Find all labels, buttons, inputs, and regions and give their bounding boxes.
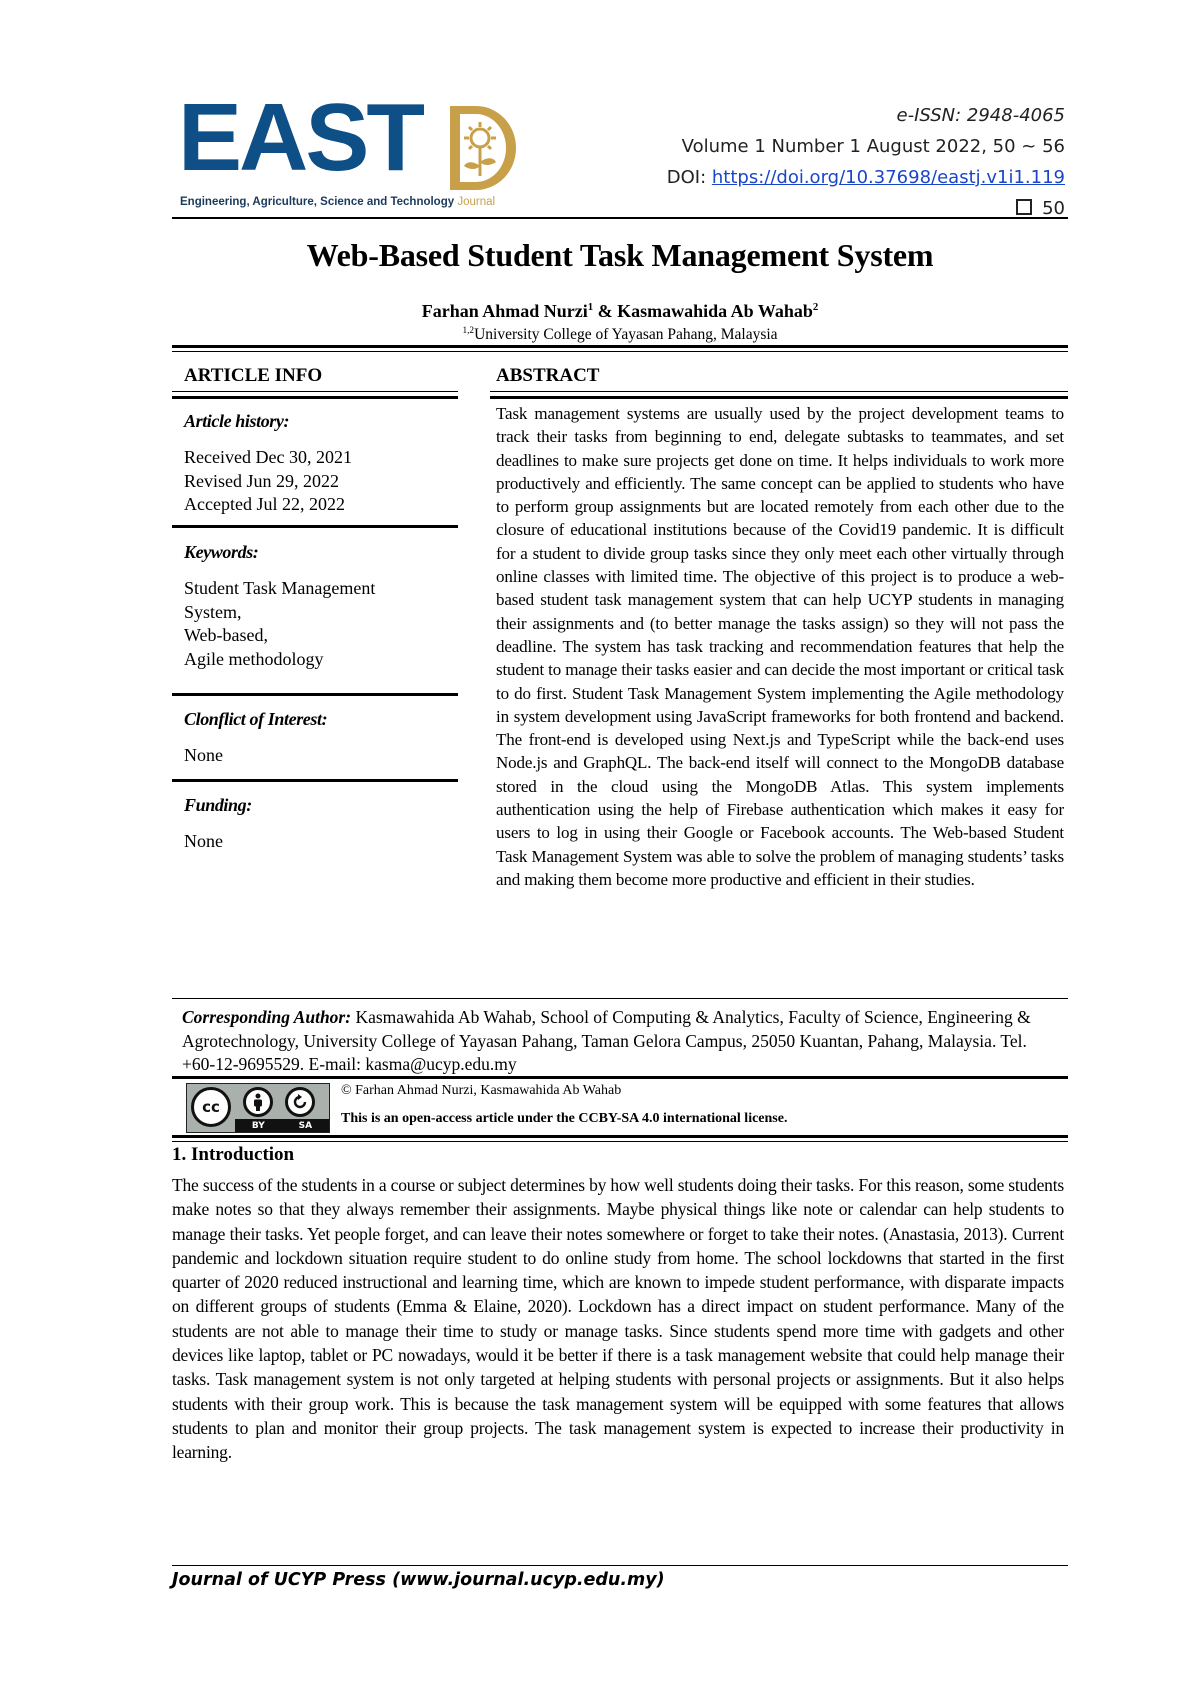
rule [172, 396, 458, 399]
keyword: System, [184, 601, 242, 622]
rule [490, 391, 1068, 392]
rule [172, 693, 458, 696]
doi-link[interactable]: https://doi.org/10.37698/eastj.v1i1.119 [711, 167, 1065, 188]
logo-text: EAST [178, 84, 423, 191]
funding-value: None [184, 831, 223, 851]
affiliation: $^{1,2}$University College of Yayasan Pahang, Malaysia [462, 325, 778, 343]
rule [172, 351, 1068, 352]
rule [172, 345, 1068, 348]
issn: e-ISSN: 2948-4065 [896, 105, 1065, 126]
article-history [184, 446, 352, 517]
page-number-line [667, 193, 1065, 224]
keyword: Agile methodology [184, 648, 324, 669]
section-heading: 1. Introduction [172, 1144, 295, 1165]
author-line: Farhan Ahmad Nurzi$^1$ & Kasmawahida Ab Wahab$^2$ [421, 301, 819, 321]
received-date: Received Dec 30, 2021 [184, 447, 352, 467]
keyword: Student Task Management [184, 578, 376, 598]
page-box-icon [1016, 199, 1032, 215]
rule [172, 1076, 1068, 1079]
cc-icon: cc [191, 1087, 231, 1127]
abstract-heading: ABSTRACT [496, 365, 600, 386]
rule [172, 525, 458, 528]
keyword: Web-based, [184, 625, 269, 645]
logo-tagline: Engineering, Agriculture, Science and Technology Journal [180, 196, 496, 208]
rule [172, 998, 1068, 999]
journal-footer: Journal of UCYP Press (www.journal.ucyp.edu.my) [172, 1570, 665, 1590]
abstract-text: Task management systems are usually used by the project development teams to track their tasks from beginning to end, delegate subtasks to teammates, and set deadlines to make sure projects get done on time. It helps individuals to work more productively and efficiently. The same concept can be applied to students who have to perform group assignments but are located remotely from each other due to the closure of educational institutions because of the Covid19 pandemic. It is difficult for a student to divide group tasks since they only meet each other virtually through online classes with limited time. The objective of this project is to produce a web-based student task management system that can help UCYP students in managing their assignments and (to better manage the tasks assign) so they will not pass the deadline. The system has task tracking and recommendation features that help the student to manage their tasks easier and can decide the most important or critical task to do first. Student Task Management System implementing the Agile methodology in system development using JavaScript frameworks for both frontend and backend. The front-end is developed using Next.js and TypeScript while the back-end uses Node.js and GraphQL. The back-end itself will connect to the MongoDB database stored in the cloud using the MongoDB Atlas. This system implements authentication using the help of Firebase authentication which makes it easy for users to log in using their Google or Facebook accounts. The Web-based Student Task Management System was able to solve the problem of managing students’ tasks and making them become more productive and efficient in their studies. [496, 404, 1064, 889]
page-number: 50 [1042, 198, 1065, 219]
logo-flower-icon [446, 104, 518, 192]
funding-label: Funding: [184, 795, 252, 815]
introduction-body: The success of the students in a course or subject determines by how well students doing their tasks. For this reason, some students make notes so that they always remember their assignments. Maybe physical things like note or calendar can help students to manage their tasks. Yet people forget, and can leave their notes somewhere or forget to take their notes. (Anastasia, 2013). Current pandemic and lockdown situation require student to do online study from home. The school lockdowns that started in the first quarter of 2020 reduced instructional and learning time, which are known to impede student performance, with disparate impacts on different groups of students (Emma & Elaine, 2020). Lockdown has a direct impact on student performance. Many of the students are not able to manage their time to study or manage tasks. Since students spend more time with gadgets and other devices like laptop, tablet or PC nowadays, would it be better if there is a task management website that could help manage their tasks. Task management system is not only targeted at helping students with personal projects or assignments. But it also helps students with their group work. This is because the task management system will be equipped with some features that allows students to plan and monitor their group projects. The task management system is expected to increase their productivity in learning. [172, 1175, 1064, 1463]
corresponding-author [182, 1006, 1062, 1077]
conflict-label: Clonflict of Interest: [184, 709, 328, 729]
cc-strip: BY SA [235, 1119, 329, 1132]
revised-date: Revised Jun 29, 2022 [184, 470, 339, 491]
journal-logo [178, 84, 508, 214]
attribution-icon [243, 1087, 273, 1117]
cc-license-badge[interactable] [186, 1083, 330, 1133]
keywords-list [184, 577, 375, 671]
rule [490, 396, 1068, 399]
author-2: Kasmawahida Ab Wahab [617, 301, 813, 321]
share-alike-icon [285, 1087, 315, 1117]
copyright: © Farhan Ahmad Nurzi, Kasmawahida Ab Wahab [341, 1083, 622, 1098]
article-history-label: Article history: [184, 411, 290, 431]
license-text: This is an open-access article under the CCBY-SA 4.0 international license. [341, 1111, 788, 1126]
author-1: Farhan Ahmad Nurzi [421, 301, 588, 321]
header-rule [172, 217, 1068, 219]
footer-rule [172, 1565, 1068, 1566]
conflict-value: None [184, 745, 223, 765]
rule [172, 391, 458, 392]
volume-info: Volume 1 Number 1 August 2022, 50 ~ 56 [681, 136, 1065, 157]
corresponding-label: Corresponding Author: [182, 1007, 352, 1027]
rule [172, 779, 458, 782]
corresponding-text: Kasmawahida Ab Wahab, School of Computing & Analytics, Faculty of Science, Engineering & Agrotechnology, University College of Yayasan Pahang, Taman Gelora Campus, 25050 Kuantan, Pahang, Malaysia. Tel. +60-12-9695529. E-mail: kasma@ucyp.edu.my [182, 1007, 1031, 1074]
article-info-heading: ARTICLE INFO [184, 365, 323, 386]
doi-label: DOI: [666, 167, 712, 188]
doi-line [667, 162, 1065, 193]
rule [172, 1141, 1068, 1142]
rule [172, 1135, 1068, 1138]
keywords-label: Keywords: [184, 542, 259, 562]
article-title: Web-Based Student Task Management System [306, 237, 934, 273]
journal-meta [667, 100, 1065, 224]
accepted-date: Accepted Jul 22, 2022 [184, 494, 345, 514]
